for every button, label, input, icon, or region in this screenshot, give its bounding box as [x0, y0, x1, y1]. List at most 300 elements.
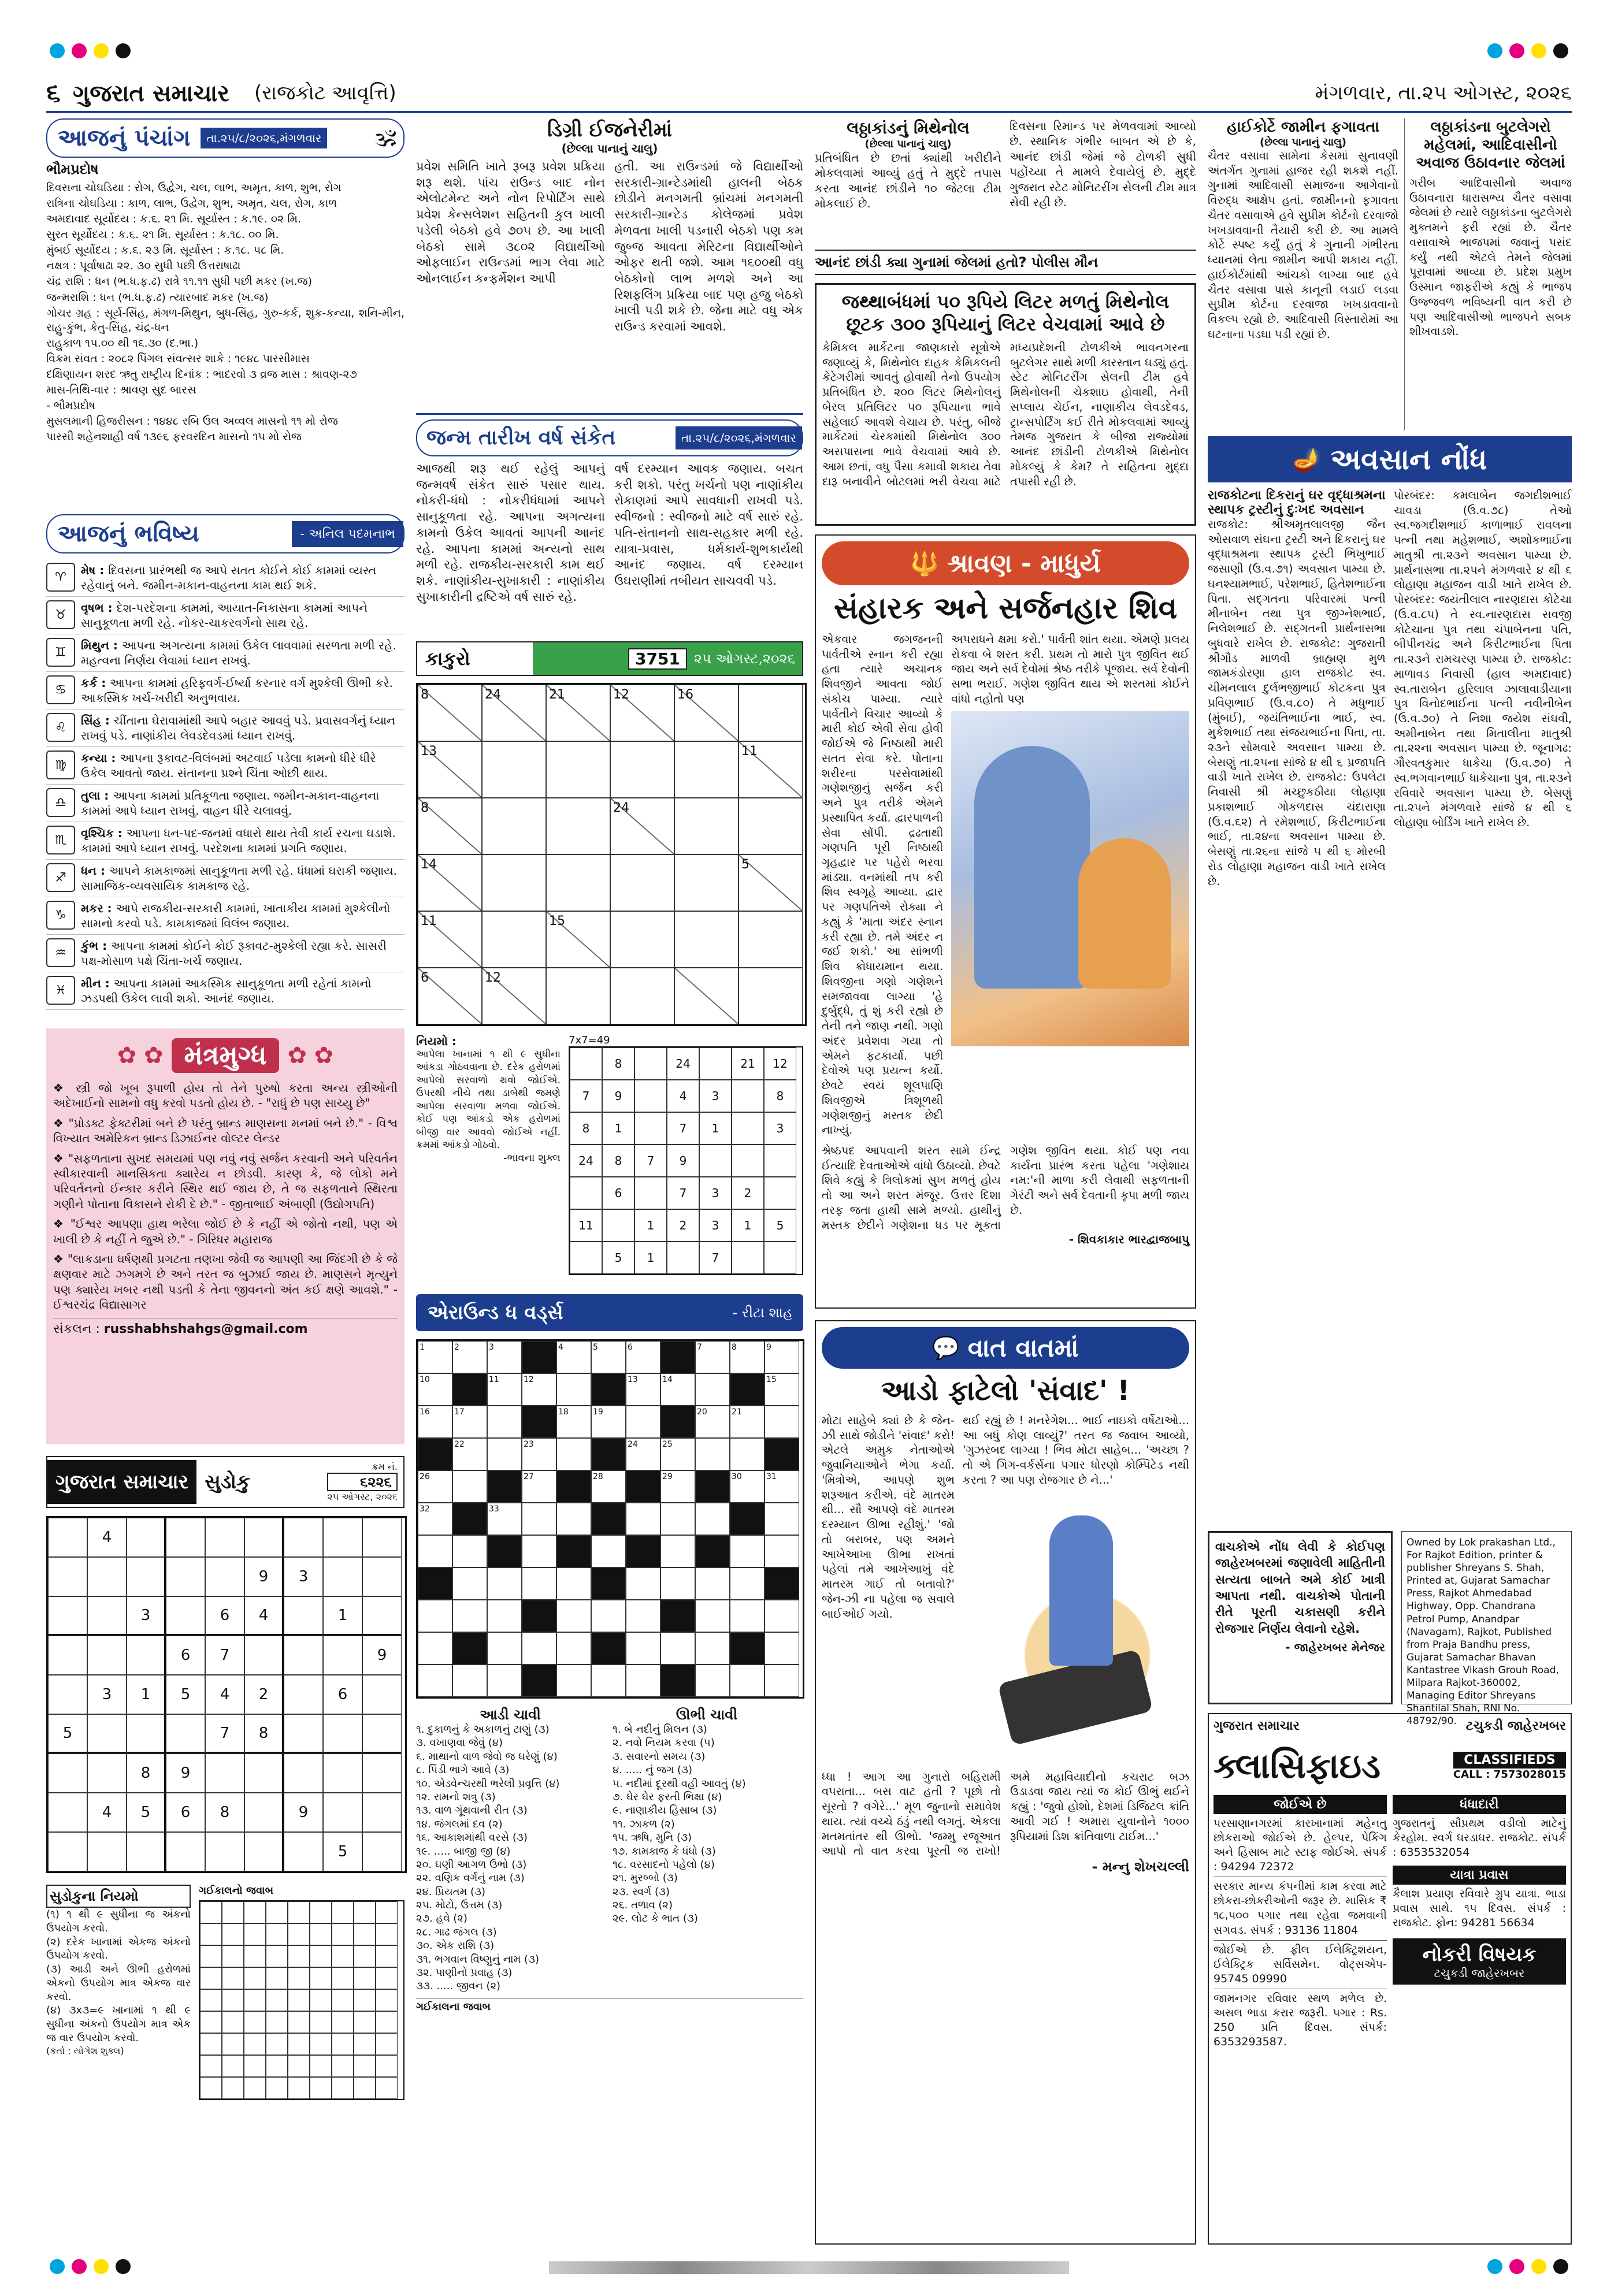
sudoku-cell[interactable] [362, 1518, 402, 1557]
sudoku-answer-cell [244, 2077, 266, 2099]
kakuro-clue-cell: 24 [610, 798, 674, 855]
crossword-cell[interactable] [695, 1567, 730, 1600]
crossword-cell[interactable] [522, 1567, 556, 1600]
sudoku-cell[interactable] [284, 1714, 323, 1753]
rashi-prediction: આપે રાજકીય-સરકારી કામમાં, ખાતાકીય કામમાં મુશ્કેલીનો સામનો કરવો પડે. કામકાજમાં વિલંબ જણાય. [81, 901, 391, 930]
sudoku-answer-cell [200, 2033, 222, 2055]
sudoku-answer-cell [244, 1901, 266, 1923]
vaat-banner [822, 1327, 1189, 1369]
kakuro-answer-cell: 7 [667, 1112, 699, 1145]
vaat-top [822, 1413, 1189, 1764]
sudoku-cell[interactable]: 7 [205, 1714, 244, 1753]
crossword-cell[interactable] [418, 1535, 452, 1567]
crossword-cell[interactable] [556, 1503, 591, 1535]
crossword-cell[interactable] [591, 1665, 626, 1697]
rashi-icon: ♋ [46, 675, 75, 704]
sudoku-cell[interactable]: 4 [87, 1793, 127, 1832]
kakuro-cell[interactable] [610, 855, 674, 911]
kakuro-cell[interactable] [674, 855, 739, 911]
crossword-cell[interactable]: 25 [660, 1438, 695, 1470]
classifieds-top [1209, 1714, 1571, 1737]
sudoku-cell[interactable]: 4 [244, 1596, 284, 1636]
sudoku-answer-cell [244, 1967, 266, 1989]
sudoku-cell[interactable] [48, 1636, 87, 1675]
crossword-cell[interactable] [487, 1600, 522, 1632]
sudoku-cell[interactable] [166, 1714, 205, 1753]
crossword-cell[interactable] [487, 1438, 522, 1470]
kakuro-cell[interactable] [739, 685, 803, 741]
sudoku-cell[interactable] [87, 1557, 127, 1596]
sudoku-answer-cell [332, 1945, 354, 1967]
sudoku-cell[interactable] [127, 1832, 166, 1871]
sudoku-cell[interactable] [127, 1518, 166, 1557]
crossword-cell[interactable]: 23 [522, 1438, 556, 1470]
crossword-black-cell [591, 1373, 626, 1406]
crossword-cell[interactable] [418, 1632, 452, 1665]
crossword-cell[interactable] [660, 1503, 695, 1535]
kakuro-cell[interactable] [546, 855, 610, 911]
panchang-title-bar [46, 118, 404, 158]
crossword-cell[interactable] [626, 1406, 660, 1438]
kakuro-author: -ભાવના શુક્લ [503, 1151, 561, 1164]
shivling-icon: 🔱 [910, 550, 940, 577]
sudoku-cell[interactable] [48, 1557, 87, 1596]
janma-text-1: આજથી શરૂ થઈ રહેલું આપનું જન્મવર્ષ સંકેત સારું પસાર થાય. નોકરી-ધંધો : નોકરીધંધામાં આપને સાનુકૂળતા રહે. આપના અગત્યના કામનો ઉકેલ આવતાં આપની આનંદ રહે. આપના કામમાં અન્યનો સાથ મળી રહે. રાજકીય-સરકારી કામ થઈ શકે. નાણાંકીય-સુખાકારી : નાણાંકીય સુખાકારીની દ્રષ્ટિએ વર્ષ સારું રહે. [416, 462, 605, 604]
registration-marks-top [46, 40, 1572, 64]
crossword-black-cell [522, 1406, 556, 1438]
crossword-cell[interactable]: 26 [418, 1470, 452, 1503]
sudoku-cell[interactable]: 2 [244, 1675, 284, 1714]
crossword-cell[interactable] [730, 1600, 765, 1632]
sudoku-cell[interactable]: 1 [323, 1596, 362, 1636]
sudoku-cell[interactable] [48, 1596, 87, 1636]
crossword-cell[interactable]: 1 [418, 1341, 452, 1373]
color-strip [549, 2261, 1069, 2274]
sudoku-cell[interactable]: 3 [87, 1675, 127, 1714]
crossword-cell[interactable] [730, 1535, 765, 1567]
crossword-cell[interactable] [452, 1600, 487, 1632]
sudoku-cell[interactable]: 9 [166, 1753, 205, 1793]
kakuro-title: કાકુરો [425, 647, 470, 670]
rashi-icon: ♓ [46, 976, 75, 1005]
kakuro-answer-cell [764, 1145, 796, 1177]
rashi-row [46, 634, 404, 672]
crossword-cell[interactable]: 32 [418, 1503, 452, 1535]
down-clue: ૧૧. ઝાકળ (૨) [613, 1818, 675, 1830]
crossword-cell[interactable]: 28 [591, 1470, 626, 1503]
crossword-cell[interactable] [626, 1503, 660, 1535]
crossword-cell[interactable]: 4 [556, 1341, 591, 1373]
crossword-cell[interactable] [730, 1567, 765, 1600]
crossword-cell[interactable] [626, 1600, 660, 1632]
crossword-black-cell [522, 1665, 556, 1697]
janma-text-2: વર્ષ દરમ્યાન આવક જણાય. બચત કરી શકો. પરંતુ ખર્ચનો પણ નાણાંકીય રોકાણમાં આપે સાવધાની રાખવી પડે. સ્વીજનો : સ્વીજનો માટે વર્ષ સારું રહે. પતિ-સંતાનનો સાથ-સહકાર મળી રહે. યાત્રા-પ્રવાસ, ધર્મકાર્ય-શુભકાર્યથી આનંદ જણાય. વર્ષ દરમ્યાન ઉઘરાણીમાં તબીયત સાચવવી પડે. [614, 462, 803, 588]
crossword-cell[interactable] [418, 1665, 452, 1697]
sudoku-cell[interactable] [244, 1518, 284, 1557]
sudoku-answer-cell [354, 2033, 376, 2055]
kakuro-cell[interactable] [674, 911, 739, 968]
down-clue: ૧૭. કામકાજ કે ધંધો (૩) [613, 1845, 716, 1857]
kakuro-cell[interactable] [546, 968, 610, 1024]
crossword-cell[interactable] [522, 1632, 556, 1665]
down-clue: ૨૩. સ્વર્ગ (૩) [613, 1885, 670, 1898]
crossword-cell[interactable] [695, 1632, 730, 1665]
rashi-text [81, 788, 404, 818]
sudoku-cell[interactable] [284, 1753, 323, 1793]
sudoku-meta [327, 1461, 403, 1503]
sudoku-cell[interactable] [48, 1518, 87, 1557]
sudoku-cell[interactable]: 3 [127, 1596, 166, 1636]
page-number: ૬ [46, 78, 61, 107]
sudoku-cell[interactable] [87, 1714, 127, 1753]
kakuro-clue-cell: 12 [610, 685, 674, 741]
sudoku-answer-cell [310, 1901, 332, 1923]
kakuro-answer-cell: 8 [764, 1080, 796, 1112]
sudoku-number: ૬૨૨૬ [327, 1473, 398, 1491]
sudoku-cell[interactable] [205, 1557, 244, 1596]
sudoku-cell[interactable] [48, 1832, 87, 1871]
sudoku-cell[interactable] [127, 1714, 166, 1753]
avsan-text-1: રાજકોટ: શ્રીઅમૃતલાલજી જૈન ઓસવાળ સંઘના ટ્રસ્ટી અને દિકરાનું ઘર વૃદ્ધાશ્રમના સ્થાપક ટ્રસ્ટી ભિખુભાઈ જસાણી (ઉ.વ.૭૧) અવસાન પામ્યા છે. ઘનશ્યામભાઈ, પરેશભાઈ, હિતેશભાઈના પિતા. સદ્ગતના પરિવારમાં પત્ની મીનાબેન તથા પુત્ર જીગ્નેશભાઈ, નિલેશભાઈ છે. સદ્ગતની પ્રાર્થનાસભા બુધવારે રાખેલ છે. રાજકોટ: ગુજરાતી શ્રીગૌડ માળવી બ્રાહ્મણ મુળ જામકંડોરણા હાલ રાજકોટ સ્વ. ચીમનલાલ દુર્લભજીભાઈ કોટકના પુત્ર પ્રવિણભાઈ (ઉ.વ.૮૦) તે મધુભાઈ (મુંબઈ), જયંતિભાઈના ભાઈ, સ્વ. મુકેશભાઈ તથા સંજયભાઈના પિતા, તા. ૨૩ને સોમવારે અવસાન પામ્યા છે. બેસણું તા.૨૫ના સાંજે ૪ થી ૬ પ્રજાપતિ વાડી ખાતે રાખેલ છે. રાજકોટ: ઉપલેટા નિવાસી શ્રી મચ્છુકઠીયા લોહાણા પ્રકાશભાઈ ગોકળદાસ ચંદારાણા (ઉ.વ.૬૨) તે રમેશભાઈ, કિરીટભાઈના ભાઈ, તા.૨૪ના અવસાન પામ્યા છે. બેસણું તા.૨૬ના સાંજે ૫ થી ૬ મોરબી રોડ લોહાણા મહાજન વાડી ખાતે રાખેલ છે. [1208, 518, 1386, 888]
contact-email[interactable]: russhabhshahgs@gmail.com [103, 1322, 308, 1337]
crossword-cell[interactable] [556, 1567, 591, 1600]
crossword-cell[interactable]: 6 [626, 1341, 660, 1373]
methanol-col1 [815, 118, 1001, 211]
sudoku-cell[interactable] [284, 1596, 323, 1636]
crossword-cell[interactable] [765, 1665, 799, 1697]
crossword-title: એરાઉન્ડ ધ વર્ડ્સ [428, 1301, 563, 1324]
rashi-name: મિથુન : [81, 638, 122, 652]
crossword-cell[interactable] [695, 1503, 730, 1535]
crossword-cell[interactable]: 10 [418, 1373, 452, 1406]
sudoku-cell[interactable] [284, 1636, 323, 1675]
classifieds-call[interactable]: CALL : 7573028015 [1453, 1769, 1566, 1781]
kakuro-cell[interactable] [610, 911, 674, 968]
crossword-black-cell [522, 1341, 556, 1373]
sudoku-cell[interactable] [48, 1793, 87, 1832]
crossword-cell[interactable] [556, 1665, 591, 1697]
sudoku-answer-cell [266, 1967, 288, 1989]
sudoku-cell[interactable]: 6 [323, 1675, 362, 1714]
crossword-cell[interactable] [452, 1665, 487, 1697]
down-title: ઊભી ચાવી [676, 1707, 738, 1723]
crossword-cell[interactable]: 11 [487, 1373, 522, 1406]
sudoku-cell[interactable]: 9 [284, 1793, 323, 1832]
crossword-cell[interactable] [487, 1632, 522, 1665]
quote-item: ❖ સ્ત્રી જો ખૂબ રૂપાળી હોય તો તેને પુરુષો કરતા અન્ય સ્ત્રીઓની અદેખાઈનો સામનો વધુ કરવો પડતો હોય છે. - "રાધું છે પણ સાચ્યુ છે" [53, 1081, 398, 1110]
sudoku-cell[interactable] [323, 1714, 362, 1753]
sudoku-rules [46, 1885, 404, 2100]
ad-notice-text: વાચકોએ નોંધ લેવી કે કોઈપણ જાહેરખબરમાં જણાવેલી માહિતીની સત્યતા બાબતે અમે કોઈ ખાત્રી આપતા નથી. વાચકોએ પોતાની રીતે પૂરતી ચકાસણી કરીને રોજગાર નિર્ણય લેવાનો રહેશે. [1215, 1540, 1385, 1636]
down-clue: ૧૫. ઋષિ, મુનિ (૩) [613, 1831, 692, 1844]
across-clue: ૩૧. ભગવાન વિષ્ણુનું નામ (૩) [416, 1953, 540, 1966]
crossword-cell[interactable] [556, 1438, 591, 1470]
crossword-cell[interactable]: 2 [452, 1341, 487, 1373]
across-clue: ૨૫. મોટો, ઉત્તમ (૩) [416, 1899, 503, 1912]
crossword-cell[interactable] [695, 1665, 730, 1697]
kakuro-answer-cell: 7 [699, 1242, 732, 1274]
sudoku-cell[interactable] [362, 1832, 402, 1871]
sudoku-cell[interactable] [127, 1636, 166, 1675]
sudoku-cell[interactable] [166, 1557, 205, 1596]
crossword-cell[interactable] [626, 1567, 660, 1600]
vaat-right [963, 1413, 1189, 1764]
across-clue: ૧૯. ..... બાજી જી (૪) [416, 1845, 511, 1857]
sudoku-cell[interactable]: 4 [205, 1675, 244, 1714]
sudoku-answer-cell [376, 2077, 398, 2099]
crossword-cell[interactable] [660, 1632, 695, 1665]
sudoku-cell[interactable] [323, 1636, 362, 1675]
rashi-name: વૃશ્ચિક : [81, 826, 127, 840]
sudoku-cell[interactable] [323, 1518, 362, 1557]
sudoku-cell[interactable] [362, 1596, 402, 1636]
kakuro-answer-cell: 3 [699, 1177, 732, 1209]
sudoku-answer-cell [266, 2011, 288, 2033]
rashi-prediction: આપના રૂકાવટ-વિલંબમાં અટવાઈ પડેલા કામનો ધીરે ધીરે ઉકેલ આવતો જાય. સંતાનના પ્રશ્ને ચિંતા ઓછી થાય. [81, 751, 376, 780]
engineering-title: ડિગ્રી ઈજનેરીમાં [547, 118, 673, 142]
crossword-cell[interactable]: 29 [660, 1470, 695, 1503]
kakuro-cell[interactable] [739, 968, 803, 1024]
crossword-cell[interactable] [522, 1535, 556, 1567]
crossword-cell[interactable]: 21 [730, 1406, 765, 1438]
sudoku-cell[interactable] [48, 1675, 87, 1714]
sudoku-cell[interactable] [362, 1675, 402, 1714]
sudoku-grid [46, 1516, 407, 1873]
crossword-cell[interactable] [765, 1406, 799, 1438]
sudoku-cell[interactable] [205, 1753, 244, 1793]
sudoku-answer-cell [222, 1923, 244, 1945]
crossword-cell[interactable] [765, 1503, 799, 1535]
ad-4: જામનગર રવિવાર સ્થળ મળેલ છે. અસલ ભાડા કરાર જરૂરી. પગાર : Rs. 250 પ્રતિ દિવસ. સંપર્ક: 6353293587. [1214, 1992, 1387, 2049]
sudoku-cell[interactable] [87, 1596, 127, 1636]
sudoku-cell[interactable]: 6 [166, 1793, 205, 1832]
crossword-cell[interactable] [556, 1600, 591, 1632]
crossword-cell[interactable] [556, 1373, 591, 1406]
crossword-cell[interactable] [765, 1600, 799, 1632]
sudoku-cell[interactable]: 8 [127, 1753, 166, 1793]
down-clue: ૨. નવો નિયમ કરવા (૫) [613, 1737, 715, 1749]
kakuro-cell[interactable] [674, 798, 739, 855]
crossword-cell[interactable]: 9 [765, 1341, 799, 1373]
sudoku-answer-cell [310, 2055, 332, 2077]
sudoku-rule: (૧) ૧ થી ૯ સુધીના જ અંકનો ઉપયોગ કરવો. [46, 1908, 191, 1934]
crossword-cell[interactable]: 24 [626, 1438, 660, 1470]
crossword-cell[interactable] [660, 1567, 695, 1600]
sudoku-cell[interactable]: 8 [205, 1793, 244, 1832]
crossword-cell[interactable] [591, 1600, 626, 1632]
rashi-prediction: આપના કામમાં કોઈને કોઈ રૂકાવટ-મુશ્કેલી રહ્યા કરે. સાસરી પક્ષ-મોસાળ પક્ષે ચિંતા-ખર્ચ જણાય. [81, 939, 387, 968]
shravan-headline: સંહારક અને સર્જનહાર શિવ [833, 591, 1178, 626]
header-rule [46, 111, 1572, 113]
rashi-text [81, 751, 404, 781]
lathha-sidebar [1404, 118, 1572, 430]
rashi-name: કન્યા : [81, 751, 120, 765]
kakuro-cell[interactable] [739, 911, 803, 968]
rashi-row [46, 747, 404, 785]
panchang-line: વિક્રમ સંવત : ૨૦૮૨ પિંગલ સંવત્સર શાકે : ૧૯૪૮ પારસીમાસ [46, 352, 310, 365]
sudoku-cell[interactable] [87, 1753, 127, 1793]
sudoku-cell[interactable]: 3 [284, 1557, 323, 1596]
crossword-cell[interactable]: 12 [522, 1373, 556, 1406]
kakuro-cell[interactable] [546, 741, 610, 798]
crossword-cell[interactable]: 5 [591, 1341, 626, 1373]
engineering-text-1: પ્રવેશ સમિતિ ખાતે રૂબરૂ પ્રવેશ પ્રક્રિયા શરૂ થશે. પાંચ રાઉન્ડ બાદ નોન એલોટમેન્ટ અને નોન રિપોર્ટિંગ સાથે પ્રવેશ કેન્સલેશન સહિતની કુલ ખાલી પડેલી બેઠકો હવે ૭૦૫ છે. આ ખાલી બેઠકો સામે ૩૮૦૨ વિદ્યાર્થીઓ ઓફલાઈન રાઉન્ડમાં ભાગ લેવા માટે ઓનલાઈન કન્ફર્મેશન આપી [416, 159, 605, 286]
crossword-cell[interactable]: 22 [452, 1438, 487, 1470]
crossword-cell[interactable]: 17 [452, 1406, 487, 1438]
crossword-cell[interactable]: 30 [730, 1470, 765, 1503]
sudoku-cell[interactable] [205, 1832, 244, 1871]
crossword-cell[interactable]: 16 [418, 1406, 452, 1438]
kakuro-clue-cell: 11 [418, 911, 482, 968]
sudoku-cell[interactable]: 8 [244, 1714, 284, 1753]
sudoku-cell[interactable]: 4 [87, 1518, 127, 1557]
sudoku-cell[interactable] [244, 1793, 284, 1832]
kakuro-cell[interactable] [546, 798, 610, 855]
crossword-cell[interactable]: 31 [765, 1470, 799, 1503]
avsan-col1 [1208, 488, 1386, 889]
crossword-cell[interactable] [765, 1632, 799, 1665]
kakuro-answer-cell [764, 1242, 796, 1274]
kakuro-cell[interactable] [482, 855, 546, 911]
sudoku-cell[interactable] [205, 1518, 244, 1557]
sudoku-cell[interactable] [244, 1832, 284, 1871]
crossword-cell[interactable]: 14 [660, 1373, 695, 1406]
kakuro-cell[interactable] [739, 798, 803, 855]
crossword-cell[interactable]: 19 [591, 1406, 626, 1438]
ad-1: પરસાણાનગરમાં કારખાનામાં મહેનતુ છોકરાઓ જોઈએ છે. હેલ્પર, પેકિંગ અને હિસાબ માટે સ્ટાફ જોઈએ. સંપર્ક : 94294 72372 [1214, 1814, 1387, 1877]
sudoku-cell[interactable] [323, 1557, 362, 1596]
sudoku-cell[interactable]: 5 [127, 1793, 166, 1832]
sudoku-cell[interactable] [362, 1793, 402, 1832]
kakuro-answer-cell: 8 [570, 1112, 602, 1145]
crossword-cell[interactable]: 15 [765, 1373, 799, 1406]
rashi-prediction: આપના અગત્યના કામમાં ઉકેલ લાવવામાં સરળતા મળી રહે. મહત્વના નિર્ણય લેવામાં ધ્યાન રાખવું. [81, 638, 396, 667]
sudoku-answer-cell [376, 1901, 398, 1923]
vaat-banner-title: વાત વાતમાં [967, 1333, 1079, 1363]
crossword-cell[interactable] [522, 1503, 556, 1535]
sudoku-cell[interactable] [284, 1832, 323, 1871]
sudoku-cell[interactable] [284, 1518, 323, 1557]
kakuro-cell[interactable] [482, 911, 546, 968]
quote-item: ❖ "પ્રોડક્ટ ફેક્ટરીમાં બને છે પરંતુ બ્રાન્ડ માણસના મનમાં બને છે." - વિશ્વ વિખ્યાત અમેરિકન બ્રાન્ડ ડિઝાઈનર વોલ્ટર લેન્ડર [53, 1116, 398, 1146]
sudoku-answer-cell [310, 1923, 332, 1945]
janma-date: તા.૨૫/૮/૨૦૨૬,મંગળવાર [676, 426, 802, 449]
panchang-date: તા.૨૫/૮/૨૦૨૬,મંગળવાર [201, 128, 327, 148]
crossword-cell[interactable] [626, 1632, 660, 1665]
sudoku-cell[interactable]: 1 [127, 1675, 166, 1714]
crossword-cell[interactable]: 3 [487, 1341, 522, 1373]
kakuro-cell[interactable] [674, 741, 739, 798]
sudoku-cell[interactable]: 6 [166, 1636, 205, 1675]
kakuro-cell[interactable] [610, 968, 674, 1024]
rashi-text [81, 826, 404, 856]
classifieds-en [1453, 1752, 1566, 1781]
shravan-text-bottom: શ્રેષ્ઠપદ આપવાની શરત સામે ઈન્દ્ર ઈત્યાદિ દેવતાઓએ વાંધો ઉઠાવ્યો. છેવટે શિવે કહ્યું કે ત્રિલોકમાં સુખ મળતું હોય તો આ અને શરત મંજૂર. ઉત્તર દિશા તરફ જતા હાથી સામે મળ્યો. હાથીનું મસ્તક છેદીને ગણેશના ધડ પર મૂકતા ગણેશ જીવિત થયા. કોઈ પણ નવા કાર્યના પ્રારંભ કરતા પહેલા 'ગણેશાય નમ:'ની માળા કરી લેવાથી સફળતાની ગેરંટી અને સર્વ દેવતાની કૃપા મળી જાય છે. [822, 1143, 1189, 1232]
mantramugdh-box [46, 1028, 404, 1444]
crossword-cell[interactable]: 27 [522, 1470, 556, 1503]
sudoku-cell[interactable] [244, 1636, 284, 1675]
sudoku-cell[interactable]: 5 [166, 1675, 205, 1714]
kakuro-answer-cell [667, 1242, 699, 1274]
sudoku-cell[interactable] [362, 1714, 402, 1753]
crossword-cell[interactable] [452, 1567, 487, 1600]
crossword-cell[interactable]: 7 [695, 1341, 730, 1373]
crossword-cell[interactable] [591, 1535, 626, 1567]
sudoku-answer-cell [332, 1967, 354, 1989]
sudoku-answer-cell [200, 1901, 222, 1923]
crossword-cell[interactable]: 20 [695, 1406, 730, 1438]
sudoku-cell[interactable] [323, 1753, 362, 1793]
crossword-cell[interactable] [487, 1567, 522, 1600]
crossword-cell[interactable] [418, 1600, 452, 1632]
sudoku-cell[interactable]: 7 [205, 1636, 244, 1675]
kakuro-cell[interactable] [482, 741, 546, 798]
kakuro-cell[interactable] [482, 798, 546, 855]
rashi-text [81, 901, 404, 931]
sudoku-cell[interactable]: 6 [205, 1596, 244, 1636]
rashi-name: કર્ક : [81, 676, 110, 690]
sudoku-cell[interactable] [127, 1557, 166, 1596]
lotus-icon: ✿ ✿ [287, 1042, 334, 1069]
sudoku-cell[interactable] [323, 1793, 362, 1832]
ad-notice-author: - જાહેરખબર મેનેજર [1285, 1640, 1385, 1655]
jaththabandh-headline-2: છૂટક ૩૦૦ રૂપિયાનું લિટર વેચવામાં આવે છે [846, 313, 1165, 335]
sudoku-cell[interactable]: 5 [48, 1714, 87, 1753]
crossword-cell[interactable] [452, 1535, 487, 1567]
crossword-cell[interactable] [487, 1665, 522, 1697]
across-clue: ૮. પિંડી ભાગે આવે (૩) [416, 1764, 510, 1777]
crossword-cell[interactable] [695, 1600, 730, 1632]
sudoku-answer-cell [332, 2011, 354, 2033]
sudoku-answer-cell [222, 1967, 244, 1989]
lathha-title-2: મહેલમાં, આદિવાસીનો [1424, 136, 1557, 154]
crossword-cell[interactable] [695, 1373, 730, 1406]
sudoku-cell[interactable]: 5 [323, 1832, 362, 1871]
crossword-cell[interactable]: 33 [487, 1503, 522, 1535]
sudoku-cell[interactable] [362, 1557, 402, 1596]
sudoku-cell[interactable] [284, 1675, 323, 1714]
crossword-cell[interactable] [556, 1632, 591, 1665]
crossword-cell[interactable]: 13 [626, 1373, 660, 1406]
crossword-cell[interactable] [695, 1438, 730, 1470]
sudoku-cell[interactable] [166, 1596, 205, 1636]
crossword-cell[interactable] [730, 1665, 765, 1697]
crossword-cell[interactable]: 18 [556, 1406, 591, 1438]
sudoku-cell[interactable] [87, 1832, 127, 1871]
crossword-cell[interactable] [660, 1535, 695, 1567]
sudoku-cell[interactable]: 9 [244, 1557, 284, 1596]
crossword-cell[interactable] [487, 1406, 522, 1438]
sudoku-cell[interactable]: 9 [362, 1636, 402, 1675]
kakuro-cell[interactable] [610, 741, 674, 798]
crossword-cell[interactable]: 8 [730, 1341, 765, 1373]
sudoku-cell[interactable] [48, 1753, 87, 1793]
sudoku-prev-answer-label: ગઈકાલનો જવાબ [199, 1885, 274, 1897]
sudoku-answer-cell [200, 2011, 222, 2033]
crossword-cell[interactable] [452, 1470, 487, 1503]
methanol-body [815, 118, 1196, 211]
crossword-cell[interactable] [765, 1535, 799, 1567]
sudoku-cell[interactable] [166, 1518, 205, 1557]
color-dots-left [46, 43, 134, 61]
crossword-cell[interactable] [626, 1665, 660, 1697]
crossword-cell[interactable] [730, 1438, 765, 1470]
sudoku-cell[interactable] [87, 1636, 127, 1675]
sudoku-cell[interactable] [166, 1832, 205, 1871]
sudoku-cell[interactable] [244, 1753, 284, 1793]
sudoku-cell[interactable] [362, 1753, 402, 1793]
sudoku-answer-cell [200, 1923, 222, 1945]
